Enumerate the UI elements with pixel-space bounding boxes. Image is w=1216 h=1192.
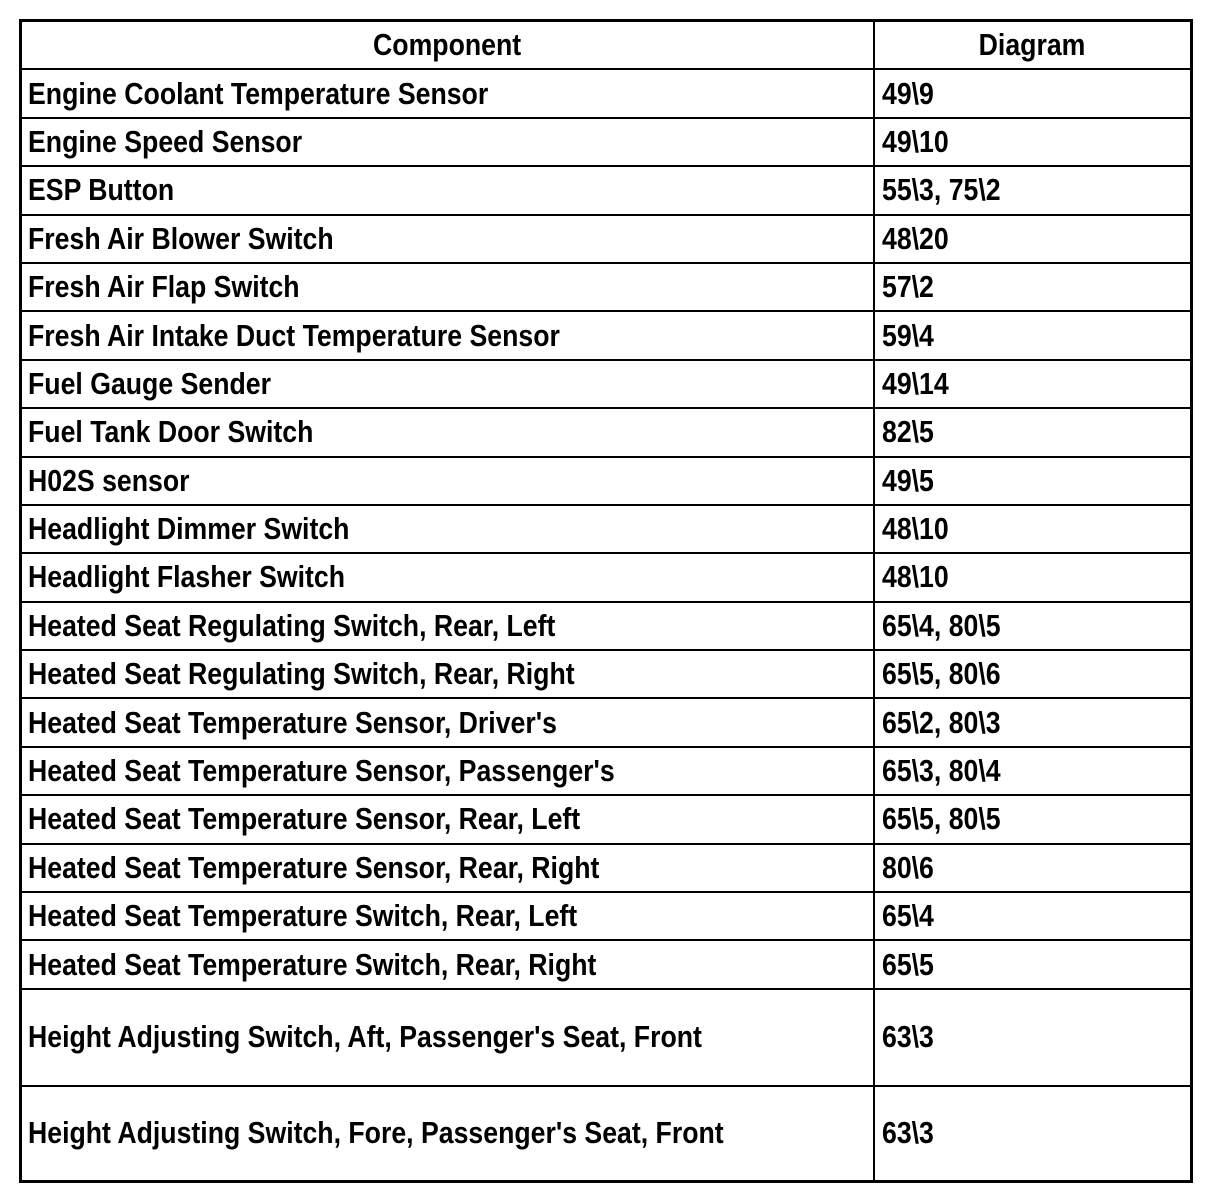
component-name: Engine Speed Sensor xyxy=(28,123,303,159)
component-cell xyxy=(22,167,875,213)
table-row xyxy=(22,796,1190,844)
table-row xyxy=(22,603,1190,651)
table-row xyxy=(22,990,1190,1087)
table-row xyxy=(22,264,1190,312)
table-row xyxy=(22,506,1190,554)
diagram-cell xyxy=(875,70,1190,116)
column-header-component xyxy=(22,22,875,68)
table-header-row xyxy=(22,22,1190,70)
table-row xyxy=(22,893,1190,941)
component-cell xyxy=(22,216,875,262)
diagram-cell xyxy=(875,845,1190,891)
diagram-cell xyxy=(875,458,1190,504)
component-name: Height Adjusting Switch, Aft, Passenger's Seat, Front xyxy=(28,1019,702,1055)
diagram-cell xyxy=(875,893,1190,939)
component-name: Fresh Air Intake Duct Temperature Sensor xyxy=(28,317,560,353)
component-cell xyxy=(22,312,875,358)
component-cell xyxy=(22,361,875,407)
diagram-ref: 80\6 xyxy=(882,849,934,885)
component-cell xyxy=(22,554,875,600)
component-name: Heated Seat Temperature Sensor, Passenger's xyxy=(28,753,615,789)
diagram-cell xyxy=(875,699,1190,745)
diagram-cell xyxy=(875,603,1190,649)
diagram-cell xyxy=(875,167,1190,213)
diagram-ref: 63\3 xyxy=(882,1115,934,1151)
component-cell xyxy=(22,603,875,649)
component-name: Fuel Gauge Sender xyxy=(28,365,271,401)
component-name: Fuel Tank Door Switch xyxy=(28,414,314,450)
table-row xyxy=(22,119,1190,167)
diagram-cell xyxy=(875,119,1190,165)
table-row xyxy=(22,941,1190,989)
component-name: Heated Seat Temperature Sensor, Rear, Right xyxy=(28,849,600,885)
diagram-cell xyxy=(875,264,1190,310)
diagram-cell xyxy=(875,990,1190,1085)
component-cell xyxy=(22,458,875,504)
component-name: Heated Seat Temperature Sensor, Rear, Left xyxy=(28,801,581,837)
component-name: Heated Seat Temperature Sensor, Driver's xyxy=(28,704,557,740)
component-name: Heated Seat Regulating Switch, Rear, Right xyxy=(28,656,575,692)
table-row xyxy=(22,699,1190,747)
diagram-ref: 65\5 xyxy=(882,946,934,982)
diagram-cell xyxy=(875,506,1190,552)
diagram-ref: 49\14 xyxy=(882,365,949,401)
component-name: Heated Seat Temperature Switch, Rear, Right xyxy=(28,946,597,982)
diagram-ref: 49\5 xyxy=(882,462,934,498)
component-name: Height Adjusting Switch, Fore, Passenger's Seat, Front xyxy=(28,1115,724,1151)
component-cell xyxy=(22,845,875,891)
component-name: H02S sensor xyxy=(28,462,190,498)
diagram-cell xyxy=(875,216,1190,262)
table-row xyxy=(22,409,1190,457)
component-cell xyxy=(22,119,875,165)
table-row xyxy=(22,312,1190,360)
component-name: Engine Coolant Temperature Sensor xyxy=(28,75,489,111)
diagram-cell xyxy=(875,748,1190,794)
diagram-ref: 65\5, 80\5 xyxy=(882,801,1001,837)
diagram-ref: 49\9 xyxy=(882,75,934,111)
component-cell xyxy=(22,941,875,987)
diagram-ref: 65\2, 80\3 xyxy=(882,704,1001,740)
component-cell xyxy=(22,990,875,1085)
component-name: ESP Button xyxy=(28,172,175,208)
component-name: Headlight Dimmer Switch xyxy=(28,511,350,547)
diagram-ref: 48\10 xyxy=(882,511,949,547)
component-diagram-table xyxy=(19,19,1193,1183)
component-cell xyxy=(22,506,875,552)
component-cell xyxy=(22,264,875,310)
diagram-ref: 65\3, 80\4 xyxy=(882,753,1001,789)
diagram-cell xyxy=(875,409,1190,455)
table-row xyxy=(22,1087,1190,1180)
diagram-ref: 63\3 xyxy=(882,1019,934,1055)
diagram-ref: 48\20 xyxy=(882,220,949,256)
column-header-component-label: Component xyxy=(373,27,522,63)
diagram-cell xyxy=(875,361,1190,407)
diagram-ref: 65\5, 80\6 xyxy=(882,656,1001,692)
table-row xyxy=(22,167,1190,215)
diagram-cell xyxy=(875,554,1190,600)
component-cell xyxy=(22,409,875,455)
diagram-ref: 65\4, 80\5 xyxy=(882,607,1001,643)
component-name: Heated Seat Regulating Switch, Rear, Left xyxy=(28,607,556,643)
table-row xyxy=(22,748,1190,796)
diagram-cell xyxy=(875,312,1190,358)
diagram-ref: 49\10 xyxy=(882,123,949,159)
diagram-cell xyxy=(875,651,1190,697)
component-name: Fresh Air Flap Switch xyxy=(28,269,300,305)
table-row xyxy=(22,216,1190,264)
diagram-ref: 55\3, 75\2 xyxy=(882,172,1001,208)
table-row xyxy=(22,70,1190,118)
diagram-cell xyxy=(875,1087,1190,1180)
component-cell xyxy=(22,651,875,697)
table-row xyxy=(22,651,1190,699)
component-cell xyxy=(22,70,875,116)
component-name: Fresh Air Blower Switch xyxy=(28,220,334,256)
component-cell xyxy=(22,699,875,745)
diagram-ref: 48\10 xyxy=(882,559,949,595)
component-cell xyxy=(22,1087,875,1180)
diagram-ref: 59\4 xyxy=(882,317,934,353)
table-row xyxy=(22,845,1190,893)
component-name: Headlight Flasher Switch xyxy=(28,559,346,595)
table-row xyxy=(22,361,1190,409)
diagram-ref: 65\4 xyxy=(882,898,934,934)
diagram-cell xyxy=(875,796,1190,842)
column-header-diagram-label: Diagram xyxy=(979,27,1086,63)
component-cell xyxy=(22,748,875,794)
column-header-diagram xyxy=(875,22,1190,68)
component-cell xyxy=(22,796,875,842)
table-row xyxy=(22,458,1190,506)
diagram-ref: 57\2 xyxy=(882,269,934,305)
diagram-cell xyxy=(875,941,1190,987)
table-row xyxy=(22,554,1190,602)
diagram-ref: 82\5 xyxy=(882,414,934,450)
component-cell xyxy=(22,893,875,939)
component-name: Heated Seat Temperature Switch, Rear, Left xyxy=(28,898,578,934)
